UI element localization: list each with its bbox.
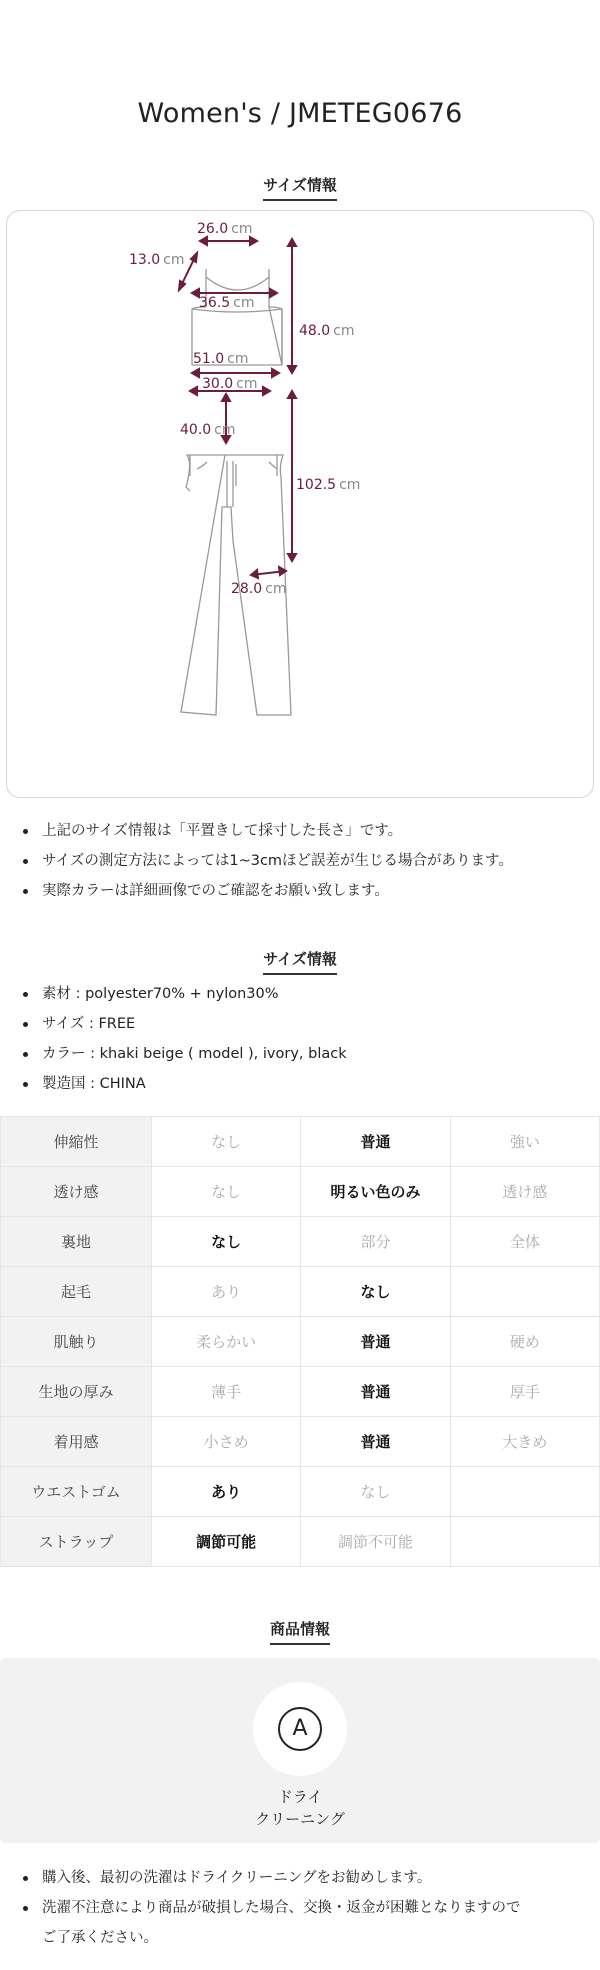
attribute-option-selected: 調節可能 [152, 1517, 301, 1567]
attribute-option-selected: 普通 [301, 1417, 450, 1467]
detail-list [0, 979, 600, 1099]
label-rise: 40.0 cm [180, 422, 236, 438]
attribute-option: 全体 [450, 1217, 599, 1267]
attribute-option: なし [301, 1467, 450, 1517]
attribute-option [450, 1267, 599, 1317]
attribute-label: 伸縮性 [1, 1117, 152, 1167]
measurement-labels [129, 221, 360, 597]
size-notes [0, 816, 600, 906]
attribute-option: なし [152, 1117, 301, 1167]
table-row [1, 1267, 600, 1317]
attribute-label: 起毛 [1, 1267, 152, 1317]
attribute-option-selected: 明るい色のみ [301, 1167, 450, 1217]
list-item: サイズ : FREE [42, 1009, 600, 1039]
table-row [1, 1467, 600, 1517]
table-row [1, 1117, 600, 1167]
attribute-option-selected: あり [152, 1467, 301, 1517]
attribute-label: 生地の厚み [1, 1367, 152, 1417]
table-row [1, 1517, 600, 1567]
table-row [1, 1167, 600, 1217]
attribute-option: 大きめ [450, 1417, 599, 1467]
attribute-option-selected: 普通 [301, 1317, 450, 1367]
label-chest: 36.5 cm [199, 295, 255, 311]
attribute-option-selected: なし [152, 1217, 301, 1267]
care-panel [0, 1658, 600, 1843]
list-item-continuation: ご了承ください。 [42, 1930, 158, 1946]
garment-illustration [7, 211, 595, 799]
attribute-label: ストラップ [1, 1517, 152, 1567]
label-strap-length: 13.0 cm [129, 252, 185, 268]
list-item: 購入後、最初の洗濯はドライクリーニングをお勧めします。 [42, 1863, 600, 1893]
attribute-option: あり [152, 1267, 301, 1317]
attribute-label: ウエストゴム [1, 1467, 152, 1517]
list-item: 製造国 : CHINA [42, 1069, 600, 1099]
list-item: 洗濯不注意により商品が破損した場合、交換・返金が困難となりますので [42, 1893, 600, 1923]
attribute-option: 調節不可能 [301, 1517, 450, 1567]
attribute-option: 透け感 [450, 1167, 599, 1217]
product-notes [0, 1863, 600, 1953]
label-waist: 30.0 cm [202, 376, 258, 392]
table-row [1, 1217, 600, 1267]
product-info-heading: 商品情報 [0, 1618, 600, 1645]
attribute-label: 透け感 [1, 1167, 152, 1217]
attribute-option: 強い [450, 1117, 599, 1167]
care-symbol-badge [253, 1682, 347, 1776]
label-strap-width: 26.0 cm [197, 221, 253, 237]
attribute-option: 小さめ [152, 1417, 301, 1467]
table-row [1, 1317, 600, 1367]
label-hem: 51.0 cm [193, 351, 249, 367]
measurement-lines [179, 237, 296, 578]
attribute-label: 裏地 [1, 1217, 152, 1267]
garment-outline [181, 269, 291, 715]
attribute-label: 着用感 [1, 1417, 152, 1467]
care-label: クリーニング [255, 1810, 345, 1828]
list-item: サイズの測定方法によっては1~3cmほど誤差が生じる場合があります。 [42, 846, 600, 876]
size-diagram [6, 210, 594, 798]
attribute-option: 薄手 [152, 1367, 301, 1417]
attribute-option-selected: 普通 [301, 1117, 450, 1167]
size-info-heading: サイズ情報 [0, 174, 600, 201]
attribute-option [450, 1517, 599, 1567]
page-title: Women's / JMETEG0676 [137, 98, 463, 129]
attribute-option-selected: 普通 [301, 1367, 450, 1417]
list-item: 実際カラーは詳細画像でのご確認をお願い致します。 [42, 876, 600, 906]
detail-info-heading: サイズ情報 [0, 948, 600, 975]
attribute-option: 柔らかい [152, 1317, 301, 1367]
care-label: ドライ [277, 1788, 323, 1806]
attribute-option: 硬め [450, 1317, 599, 1367]
label-pants-length: 102.5 cm [296, 477, 361, 493]
attribute-table [0, 1116, 600, 1567]
attribute-option [450, 1467, 599, 1517]
label-top-length: 48.0 cm [299, 323, 355, 339]
table-row [1, 1417, 600, 1467]
list-item: カラー : khaki beige ( model ), ivory, black [42, 1039, 600, 1069]
attribute-option: 厚手 [450, 1367, 599, 1417]
label-leg-opening: 28.0 cm [231, 581, 287, 597]
attribute-option-selected: なし [301, 1267, 450, 1317]
attribute-option: なし [152, 1167, 301, 1217]
attribute-label: 肌触り [1, 1317, 152, 1367]
table-row [1, 1367, 600, 1417]
list-item: 素材 : polyester70% + nylon30% [42, 979, 600, 1009]
list-item: 上記のサイズ情報は「平置きして採寸した長さ」です。 [42, 816, 600, 846]
dry-clean-icon: A [278, 1707, 322, 1751]
attribute-option: 部分 [301, 1217, 450, 1267]
